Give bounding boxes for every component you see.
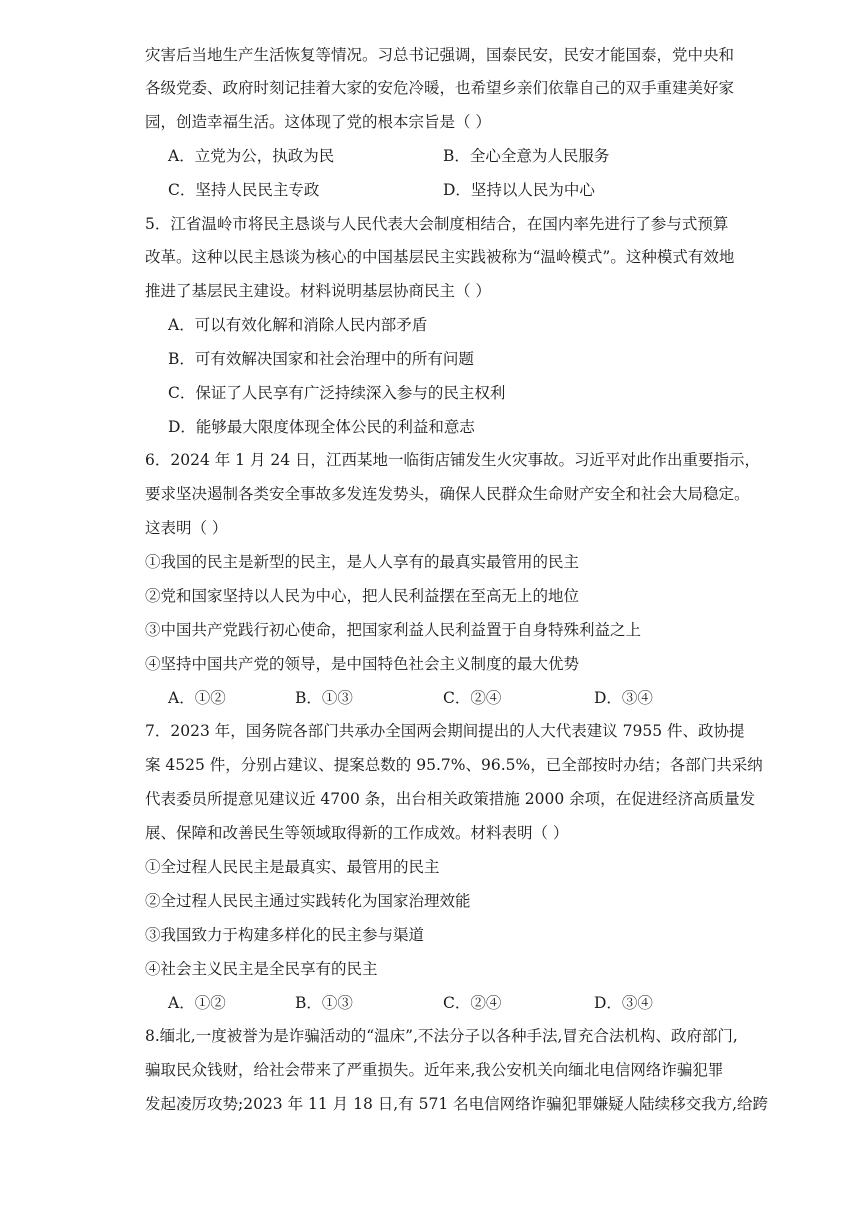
q8-line-1: 8.缅北,一度被誉为是诈骗活动的“温床”,不法分子以各种手法,冒充合法机构、政府部门, [145, 1027, 738, 1045]
q5-line-3: 推进了基层民主建设。材料说明基层协商民主（ ） [145, 282, 491, 300]
q6-line-1: 6．2024 年 1 月 24 日，江西某地一临街店铺发生火灾事故。习近平对此作出重要指示， [145, 451, 761, 469]
q6-statement-3: ③中国共产党践行初心使命，把国家利益人民利益置于自身特殊利益之上 [145, 621, 642, 639]
q7-statement-4: ④社会主义民主是全民享有的民主 [145, 960, 378, 978]
q7-statement-2: ②全过程人民民主通过实践转化为国家治理效能 [145, 892, 471, 910]
q6-option-a: A．①② [168, 689, 226, 707]
q5-option-c: C．保证了人民享有广泛持续深入参与的民主权利 [168, 384, 506, 402]
q4-line-3: 园，创造幸福生活。这体现了党的根本宗旨是（ ） [145, 113, 491, 131]
q8-line-3: 发起凌厉攻势;2023 年 11 月 18 日,有 571 名电信网络诈骗犯罪嫌疑人陆续移交我方,给跨 [145, 1095, 769, 1113]
q4-option-d: D．坚持以人民为中心 [443, 181, 595, 199]
q6-statement-1: ①我国的民主是新型的民主，是人人享有的最真实最管用的民主 [145, 553, 580, 571]
q5-option-b: B．可有效解决国家和社会治理中的所有问题 [168, 350, 474, 368]
q7-statement-3: ③我国致力于构建多样化的民主参与渠道 [145, 926, 425, 944]
q4-option-c: C．坚持人民民主专政 [168, 181, 320, 199]
q6-option-c: C．②④ [443, 689, 502, 707]
q5-option-d: D．能够最大限度体现全体公民的利益和意志 [168, 418, 475, 436]
q7-option-a: A．①② [168, 994, 226, 1012]
q8-line-2: 骗取民众钱财，给社会带来了严重损失。近年来,我公安机关向缅北电信网络诈骗犯罪 [145, 1061, 724, 1079]
q6-line-3: 这表明（ ） [145, 519, 228, 537]
q7-option-c: C．②④ [443, 994, 502, 1012]
q4-line-2: 各级党委、政府时刻记挂着大家的安危冷暖，也希望乡亲们依靠自己的双手重建美好家 [145, 79, 735, 97]
q4-option-b: B．全心全意为人民服务 [443, 147, 610, 165]
q4-line-1: 灾害后当地生产生活恢复等情况。习总书记强调，国泰民安，民安才能国泰，党中央和 [145, 46, 735, 64]
q6-statement-2: ②党和国家坚持以人民为中心，把人民利益摆在至高无上的地位 [145, 587, 580, 605]
q5-line-2: 改革。这种以民主恳谈为核心的中国基层民主实践被称为“温岭模式”。这种模式有效地 [145, 248, 735, 266]
q7-line-4: 展、保障和改善民生等领域取得新的工作成效。材料表明（ ） [145, 824, 569, 842]
q6-line-2: 要求坚决遏制各类安全事故多发连发势头，确保人民群众生命财产安全和社会大局稳定。 [145, 485, 750, 503]
q5-option-a: A．可以有效化解和消除人民内部矛盾 [168, 316, 428, 334]
q6-statement-4: ④坚持中国共产党的领导，是中国特色社会主义制度的最大优势 [145, 655, 580, 673]
q5-line-1: 5．江省温岭市将民主恳谈与人民代表大会制度相结合，在国内率先进行了参与式预算 [145, 215, 729, 233]
q7-statement-1: ①全过程人民民主是最真实、最管用的民主 [145, 858, 440, 876]
q6-option-d: D．③④ [594, 689, 653, 707]
q7-option-d: D．③④ [594, 994, 653, 1012]
q7-line-3: 代表委员所提意见建议近 4700 条，出台相关政策措施 2000 余项，在促进经济高质量发 [145, 790, 756, 808]
q7-option-b: B．①③ [295, 994, 353, 1012]
q6-option-b: B．①③ [295, 689, 353, 707]
q4-option-a: A．立党为公，执政为民 [168, 147, 335, 165]
q7-line-2: 案 4525 件，分别占建议、提案总数的 95.7%、96.5%，已全部按时办结；各部门共采纳 [145, 756, 763, 774]
q7-line-1: 7．2023 年，国务院各部门共承办全国两会期间提出的人大代表建议 7955 件、政协提 [145, 722, 745, 740]
